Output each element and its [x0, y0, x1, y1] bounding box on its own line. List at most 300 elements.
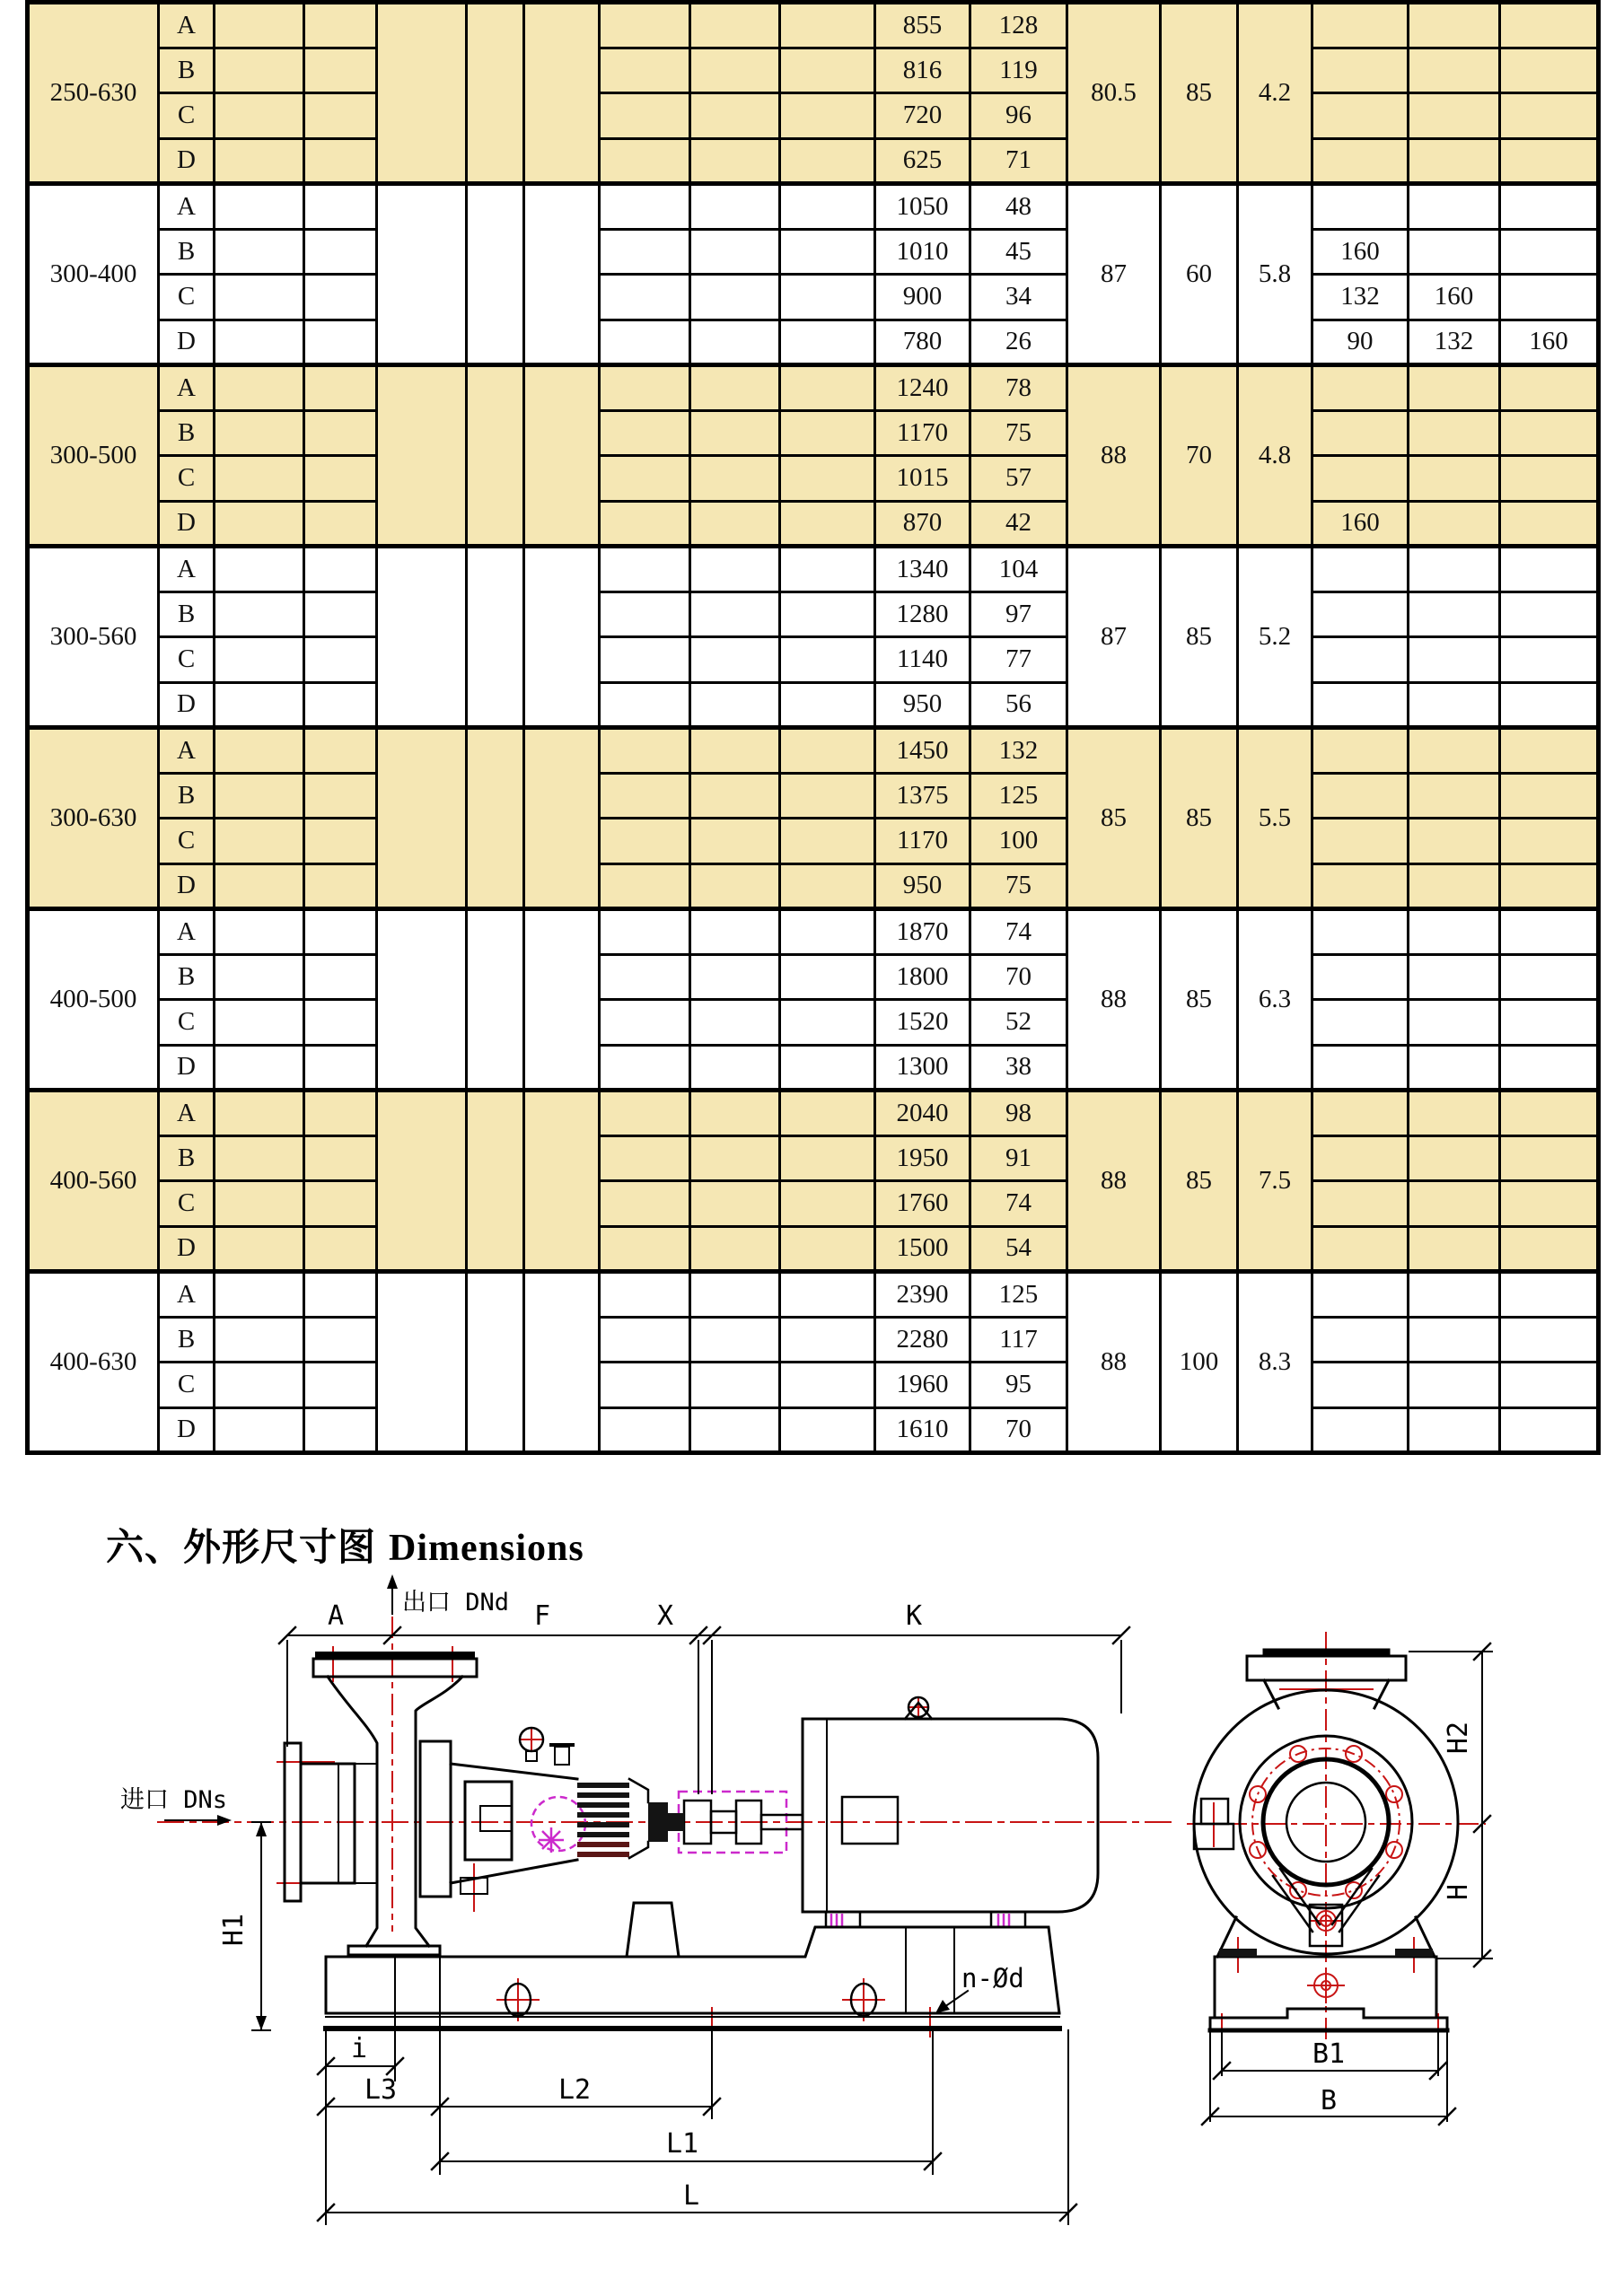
- head-cell: 128: [970, 3, 1067, 48]
- flow-cell: 1050: [875, 184, 970, 230]
- merged-value1-cell: 80.5: [1067, 3, 1161, 184]
- empty-cell: [215, 229, 304, 275]
- empty-cell: [215, 1226, 304, 1272]
- empty-merged-cell: [524, 547, 600, 728]
- table-row: [28, 819, 1599, 864]
- empty-cell: [600, 1135, 690, 1181]
- frame-eyebolt-stem: [526, 1751, 537, 1761]
- flow-cell: 1300: [875, 1045, 970, 1091]
- empty-cell: [600, 93, 690, 139]
- merged-value2-cell: 100: [1161, 1272, 1238, 1453]
- empty-cell: [600, 3, 690, 48]
- empty-cell: [304, 1045, 377, 1091]
- table-row: [28, 48, 1599, 93]
- empty-cell: [690, 1045, 780, 1091]
- flow-cell: 950: [875, 863, 970, 909]
- head-cell: 117: [970, 1317, 1067, 1363]
- table-row: [28, 954, 1599, 1000]
- empty-cell: [780, 547, 875, 592]
- merged-value1-cell: 88: [1067, 1091, 1161, 1272]
- empty-cell: [215, 954, 304, 1000]
- flow-cell: 1170: [875, 819, 970, 864]
- empty-cell: [215, 456, 304, 502]
- empty-cell: [215, 1272, 304, 1318]
- empty-cell: [304, 456, 377, 502]
- variant-letter-cell: D: [159, 1045, 215, 1091]
- empty-cell: [600, 1181, 690, 1227]
- outlet-label: 出口 DNd: [402, 1589, 510, 1617]
- dim-label-h2: H2: [1443, 1721, 1474, 1755]
- head-cell: 45: [970, 229, 1067, 275]
- empty-cell: [304, 1407, 377, 1453]
- empty-cell: [690, 1272, 780, 1318]
- variant-letter-cell: A: [159, 3, 215, 48]
- endview-footpad-left: [1219, 1949, 1257, 1957]
- empty-cell: [304, 501, 377, 547]
- table-row: [28, 501, 1599, 547]
- table-row: [28, 1363, 1599, 1408]
- head-cell: 104: [970, 547, 1067, 592]
- empty-cell: [690, 592, 780, 637]
- motor2-cell: [1409, 819, 1500, 864]
- empty-cell: [690, 229, 780, 275]
- flow-cell: 950: [875, 682, 970, 728]
- dim-label-b: B: [1320, 2085, 1338, 2116]
- empty-cell: [600, 138, 690, 184]
- motor2-cell: [1409, 909, 1500, 955]
- empty-cell: [780, 863, 875, 909]
- empty-cell: [215, 1000, 304, 1046]
- empty-merged-cell: [377, 728, 467, 909]
- dim-label-h: H: [1443, 1883, 1474, 1901]
- empty-cell: [690, 1226, 780, 1272]
- empty-cell: [690, 1091, 780, 1136]
- motor1-cell: [1312, 93, 1409, 139]
- variant-letter-cell: A: [159, 184, 215, 230]
- motor1-cell: [1312, 909, 1409, 955]
- motor1-cell: [1312, 863, 1409, 909]
- dimensions-heading-en: Dimensions: [389, 1527, 584, 1569]
- dim-label-f: F: [533, 1600, 551, 1632]
- empty-cell: [304, 637, 377, 683]
- variant-letter-cell: B: [159, 410, 215, 456]
- empty-cell: [215, 592, 304, 637]
- flow-cell: 1520: [875, 1000, 970, 1046]
- flow-cell: 1500: [875, 1226, 970, 1272]
- empty-merged-cell: [524, 1091, 600, 1272]
- empty-merged-cell: [467, 728, 524, 909]
- table-row: [28, 773, 1599, 819]
- empty-cell: [780, 909, 875, 955]
- empty-cell: [600, 1091, 690, 1136]
- motor1-cell: [1312, 1181, 1409, 1227]
- flow-cell: 1375: [875, 773, 970, 819]
- motor3-cell: [1500, 1135, 1599, 1181]
- empty-cell: [215, 3, 304, 48]
- empty-cell: [304, 1091, 377, 1136]
- motor2-cell: 132: [1409, 320, 1500, 365]
- dimensions-heading-zh: 六、外形尺寸图: [106, 1527, 377, 1569]
- model-cell: 300-500: [28, 365, 159, 547]
- table-row: [28, 909, 1599, 955]
- empty-cell: [304, 138, 377, 184]
- empty-cell: [600, 48, 690, 93]
- nod-arrowhead: [935, 2000, 950, 2013]
- gland-window: [480, 1806, 512, 1831]
- volute-right-profile: [416, 1677, 462, 1946]
- head-cell: 91: [970, 1135, 1067, 1181]
- empty-cell: [600, 320, 690, 365]
- motor2-cell: [1409, 93, 1500, 139]
- empty-cell: [690, 365, 780, 411]
- motor1-cell: 160: [1312, 229, 1409, 275]
- table-row: [28, 410, 1599, 456]
- table-row: [28, 1091, 1599, 1136]
- table-row: [28, 184, 1599, 230]
- empty-cell: [780, 48, 875, 93]
- variant-letter-cell: C: [159, 1000, 215, 1046]
- empty-cell: [600, 229, 690, 275]
- motor1-cell: [1312, 1317, 1409, 1363]
- motor3-cell: [1500, 863, 1599, 909]
- head-cell: 95: [970, 1363, 1067, 1408]
- motor2-cell: [1409, 1317, 1500, 1363]
- empty-cell: [600, 819, 690, 864]
- variant-letter-cell: D: [159, 682, 215, 728]
- variant-letter-cell: A: [159, 547, 215, 592]
- motor1-cell: 90: [1312, 320, 1409, 365]
- empty-cell: [690, 1363, 780, 1408]
- variant-letter-cell: D: [159, 320, 215, 365]
- variant-letter-cell: B: [159, 48, 215, 93]
- variant-letter-cell: D: [159, 1226, 215, 1272]
- merged-value2-cell: 85: [1161, 909, 1238, 1091]
- empty-cell: [780, 410, 875, 456]
- empty-merged-cell: [377, 1272, 467, 1453]
- head-cell: 57: [970, 456, 1067, 502]
- empty-cell: [600, 682, 690, 728]
- frame-taper: [629, 1779, 648, 1858]
- empty-cell: [780, 1407, 875, 1453]
- merged-value3-cell: 7.5: [1238, 1091, 1312, 1272]
- table-row: [28, 1272, 1599, 1318]
- empty-cell: [304, 909, 377, 955]
- variant-letter-cell: D: [159, 1407, 215, 1453]
- head-cell: 34: [970, 275, 1067, 320]
- table-row: [28, 1135, 1599, 1181]
- empty-cell: [690, 410, 780, 456]
- empty-cell: [780, 773, 875, 819]
- empty-cell: [215, 501, 304, 547]
- empty-cell: [215, 1091, 304, 1136]
- motor1-cell: [1312, 138, 1409, 184]
- centerlines: [157, 1578, 1486, 2039]
- empty-merged-cell: [524, 909, 600, 1091]
- flow-cell: 2040: [875, 1091, 970, 1136]
- empty-merged-cell: [524, 1272, 600, 1453]
- motor1-cell: [1312, 184, 1409, 230]
- empty-cell: [600, 728, 690, 774]
- variant-letter-cell: D: [159, 863, 215, 909]
- merged-value3-cell: 5.5: [1238, 728, 1312, 909]
- empty-cell: [215, 773, 304, 819]
- shaft-step: [668, 1813, 684, 1831]
- motor1-cell: [1312, 547, 1409, 592]
- empty-merged-cell: [377, 184, 467, 365]
- empty-merged-cell: [467, 3, 524, 184]
- head-cell: 52: [970, 1000, 1067, 1046]
- empty-cell: [304, 1226, 377, 1272]
- motor1-cell: [1312, 592, 1409, 637]
- motor3-cell: [1500, 1045, 1599, 1091]
- head-cell: 70: [970, 1407, 1067, 1453]
- empty-cell: [690, 93, 780, 139]
- casing-cover: [420, 1741, 451, 1897]
- motor2-cell: [1409, 1272, 1500, 1318]
- flow-cell: 1450: [875, 728, 970, 774]
- merged-value3-cell: 5.2: [1238, 547, 1312, 728]
- magenta-details: [531, 1792, 1009, 1926]
- dim-label-k: K: [905, 1600, 923, 1632]
- motor3-cell: [1500, 1000, 1599, 1046]
- motor2-cell: [1409, 229, 1500, 275]
- pump-performance-table: [25, 0, 1601, 1455]
- h1-dim-line: [252, 1822, 270, 2030]
- empty-cell: [215, 48, 304, 93]
- head-cell: 78: [970, 365, 1067, 411]
- table-row: [28, 682, 1599, 728]
- flow-cell: 816: [875, 48, 970, 93]
- empty-cell: [690, 501, 780, 547]
- empty-cell: [215, 410, 304, 456]
- variant-letter-cell: A: [159, 1272, 215, 1318]
- variant-letter-cell: C: [159, 1181, 215, 1227]
- dim-label-x: X: [656, 1600, 674, 1632]
- motor2-cell: [1409, 138, 1500, 184]
- empty-cell: [780, 456, 875, 502]
- dim-label-nod: n-Ød: [961, 1963, 1024, 1994]
- empty-cell: [215, 1045, 304, 1091]
- base-hole-ticks: [712, 2007, 930, 2037]
- table-row: [28, 320, 1599, 365]
- flow-cell: 1340: [875, 547, 970, 592]
- table-row: [28, 1000, 1599, 1046]
- bearing-frame-foot: [627, 1903, 679, 1957]
- motor1-cell: 132: [1312, 275, 1409, 320]
- empty-cell: [690, 773, 780, 819]
- empty-cell: [690, 863, 780, 909]
- empty-merged-cell: [377, 365, 467, 547]
- head-cell: 42: [970, 501, 1067, 547]
- empty-merged-cell: [377, 1091, 467, 1272]
- motor2-cell: [1409, 863, 1500, 909]
- empty-cell: [215, 320, 304, 365]
- head-cell: 77: [970, 637, 1067, 683]
- dim-label-l3: L3: [364, 2074, 398, 2106]
- empty-cell: [304, 365, 377, 411]
- empty-cell: [304, 954, 377, 1000]
- variant-letter-cell: D: [159, 501, 215, 547]
- endview-footpad-right: [1395, 1949, 1433, 1957]
- endview-anchor-target-cross: [1307, 1967, 1345, 2003]
- variant-letter-cell: B: [159, 229, 215, 275]
- model-cell: 250-630: [28, 3, 159, 184]
- empty-cell: [215, 93, 304, 139]
- dimensions-heading: [106, 1518, 584, 1572]
- empty-cell: [304, 184, 377, 230]
- empty-merged-cell: [467, 547, 524, 728]
- motor3-cell: [1500, 410, 1599, 456]
- hub-neck-connectors: [355, 1764, 377, 1883]
- table-body: [28, 3, 1599, 1453]
- dim-label-a: A: [327, 1600, 345, 1632]
- empty-cell: [304, 410, 377, 456]
- motor3-cell: [1500, 48, 1599, 93]
- motor3-cell: [1500, 728, 1599, 774]
- flow-cell: 720: [875, 93, 970, 139]
- empty-cell: [690, 728, 780, 774]
- pump-foot-plate: [348, 1946, 440, 1955]
- motor1-cell: [1312, 48, 1409, 93]
- merged-value3-cell: 4.8: [1238, 365, 1312, 547]
- pump-dimensions-drawing: [0, 1571, 1624, 2296]
- inlet-label: 进口 DNs: [120, 1786, 228, 1814]
- empty-cell: [780, 1226, 875, 1272]
- motor3-cell: [1500, 637, 1599, 683]
- head-cell: 119: [970, 48, 1067, 93]
- head-cell: 100: [970, 819, 1067, 864]
- merged-value3-cell: 4.2: [1238, 3, 1312, 184]
- empty-cell: [780, 320, 875, 365]
- head-cell: 96: [970, 93, 1067, 139]
- motor3-cell: [1500, 3, 1599, 48]
- merged-value1-cell: 88: [1067, 909, 1161, 1091]
- empty-merged-cell: [524, 3, 600, 184]
- volute-left-profile: [328, 1677, 377, 1946]
- empty-cell: [690, 456, 780, 502]
- motor2-cell: [1409, 410, 1500, 456]
- flow-cell: 1950: [875, 1135, 970, 1181]
- empty-cell: [215, 909, 304, 955]
- breather-fitting: [555, 1747, 569, 1765]
- motor3-cell: [1500, 184, 1599, 230]
- motor1-cell: [1312, 1045, 1409, 1091]
- model-cell: 300-560: [28, 547, 159, 728]
- empty-cell: [690, 819, 780, 864]
- motor2-cell: 160: [1409, 275, 1500, 320]
- motor2-cell: [1409, 1135, 1500, 1181]
- motor1-cell: [1312, 1226, 1409, 1272]
- table-row: [28, 592, 1599, 637]
- model-cell: 400-630: [28, 1272, 159, 1453]
- empty-merged-cell: [524, 728, 600, 909]
- empty-cell: [215, 863, 304, 909]
- motor2-cell: [1409, 728, 1500, 774]
- empty-cell: [600, 1000, 690, 1046]
- motor3-cell: [1500, 1317, 1599, 1363]
- motor3-cell: [1500, 275, 1599, 320]
- flow-cell: 2280: [875, 1317, 970, 1363]
- empty-cell: [780, 138, 875, 184]
- empty-merged-cell: [467, 365, 524, 547]
- table-row: [28, 229, 1599, 275]
- seal-detail-mark: [539, 1827, 564, 1853]
- baseplate-outline: [326, 1927, 1059, 2013]
- variant-letter-cell: A: [159, 728, 215, 774]
- motor1-cell: [1312, 3, 1409, 48]
- motor-junction-box: [842, 1797, 898, 1844]
- motor-foot-hatch-rear: [998, 1914, 1009, 1926]
- empty-cell: [690, 1407, 780, 1453]
- empty-cell: [780, 1363, 875, 1408]
- motor1-cell: [1312, 1091, 1409, 1136]
- empty-merged-cell: [467, 184, 524, 365]
- variant-letter-cell: B: [159, 1317, 215, 1363]
- merged-value2-cell: 85: [1161, 3, 1238, 184]
- empty-cell: [690, 1135, 780, 1181]
- flow-cell: 1240: [875, 365, 970, 411]
- motor3-cell: [1500, 1363, 1599, 1408]
- empty-cell: [690, 184, 780, 230]
- empty-cell: [304, 863, 377, 909]
- empty-cell: [304, 229, 377, 275]
- empty-cell: [600, 909, 690, 955]
- motor3-cell: [1500, 773, 1599, 819]
- empty-cell: [690, 1181, 780, 1227]
- variant-letter-cell: D: [159, 138, 215, 184]
- empty-cell: [600, 1407, 690, 1453]
- empty-cell: [304, 819, 377, 864]
- variant-letter-cell: A: [159, 365, 215, 411]
- variant-letter-cell: C: [159, 819, 215, 864]
- empty-cell: [304, 48, 377, 93]
- variant-letter-cell: C: [159, 93, 215, 139]
- flow-cell: 1170: [875, 410, 970, 456]
- empty-merged-cell: [377, 3, 467, 184]
- motor2-cell: [1409, 773, 1500, 819]
- motor3-cell: [1500, 1407, 1599, 1453]
- empty-cell: [690, 3, 780, 48]
- empty-cell: [690, 48, 780, 93]
- table-row: [28, 1407, 1599, 1453]
- empty-merged-cell: [467, 909, 524, 1091]
- empty-cell: [690, 954, 780, 1000]
- head-cell: 132: [970, 728, 1067, 774]
- dim-label-l: L: [682, 2180, 700, 2212]
- empty-cell: [690, 637, 780, 683]
- motor2-cell: [1409, 184, 1500, 230]
- dim-label-b1: B1: [1312, 2038, 1346, 2070]
- dim-label-l1: L1: [665, 2128, 699, 2160]
- empty-cell: [600, 592, 690, 637]
- motor3-cell: [1500, 954, 1599, 1000]
- empty-cell: [215, 138, 304, 184]
- empty-cell: [690, 909, 780, 955]
- empty-cell: [600, 863, 690, 909]
- variant-letter-cell: B: [159, 773, 215, 819]
- merged-value1-cell: 88: [1067, 1272, 1161, 1453]
- empty-cell: [600, 1363, 690, 1408]
- merged-value3-cell: 6.3: [1238, 909, 1312, 1091]
- empty-cell: [215, 1363, 304, 1408]
- table-row: [28, 3, 1599, 48]
- empty-cell: [780, 93, 875, 139]
- head-cell: 48: [970, 184, 1067, 230]
- head-cell: 98: [970, 1091, 1067, 1136]
- motor2-cell: [1409, 48, 1500, 93]
- table-row: [28, 456, 1599, 502]
- motor2-cell: [1409, 1407, 1500, 1453]
